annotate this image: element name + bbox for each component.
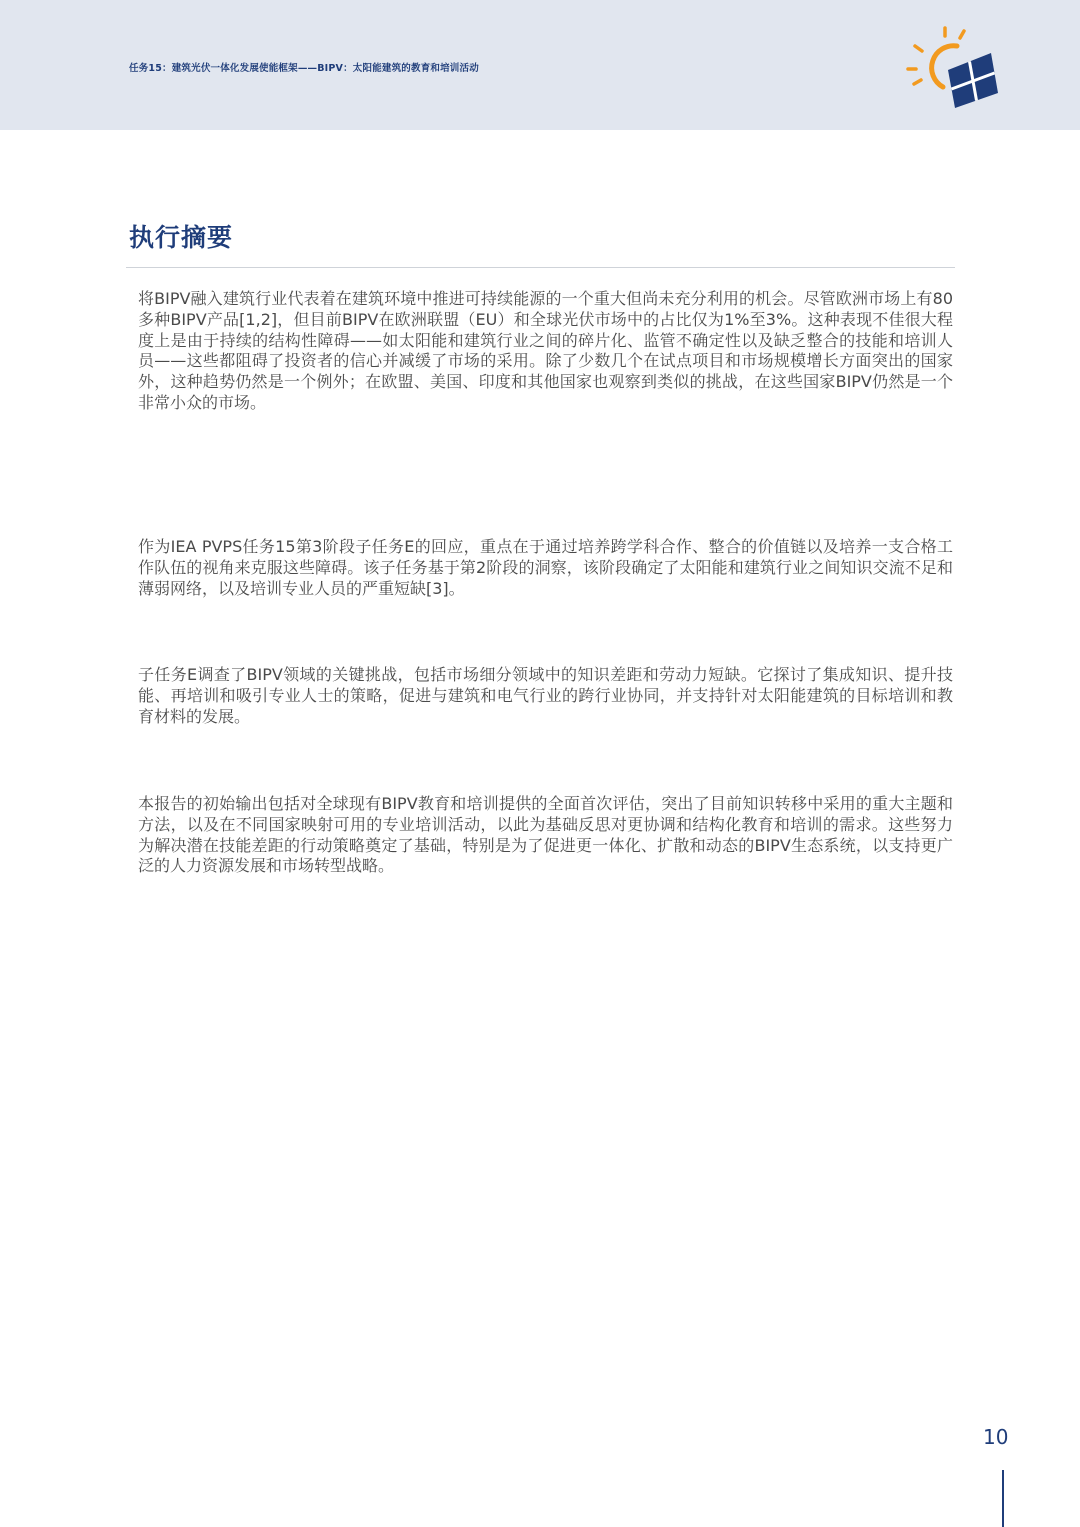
running-header-title: 任务15：建筑光伏一体化发展使能框架——BIPV：太阳能建筑的教育和培训活动 [129,63,479,74]
sun-solar-panel-logo-icon [905,22,1005,114]
summary-paragraph: 子任务E调查了BIPV领域的关键挑战，包括市场细分领域中的知识差距和劳动力短缺。它探讨了集成知识、提升技能、再培训和吸引专业人士的策略，促进与建筑和电气行业的跨行业协同，并支持针对太阳能建筑的目标培训和教育材料的发展。 [138,665,953,726]
header-band [0,0,1080,130]
summary-paragraph: 本报告的初始输出包括对全球现有BIPV教育和培训提供的全面首次评估，突出了目前知识转移中采用的重大主题和方法，以及在不同国家映射可用的专业培训活动，以此为基础反思对更协调和结构化教育和培训的需求。这些努力为解决潜在技能差距的行动策略奠定了基础，特别是为了促进更一体化、扩散和动态的BIPV生态系统，以支持更广泛的人力资源发展和市场转型战略。 [138,794,953,876]
page-number: 10 [983,1425,1009,1449]
page-number-rule [1002,1470,1004,1527]
summary-paragraph: 将BIPV融入建筑行业代表着在建筑环境中推进可持续能源的一个重大但尚未充分利用的机会。尽管欧洲市场上有80多种BIPV产品[1,2]，但目前BIPV在欧洲联盟（EU）和全球光伏市场中的占比仅为1%至3%。这种表现不佳很大程度上是由于持续的结构性障碍——如太阳能和建筑行业之间的碎片化、监管不确定性以及缺乏整合的技能和培训人员——这些都阻碍了投资者的信心并减缓了市场的采用。除了少数几个在试点项目和市场规模增长方面突出的国家外，这种趋势仍然是一个例外；在欧盟、美国、印度和其他国家也观察到类似的挑战，在这些国家BIPV仍然是一个非常小众的市场。 [138,289,953,412]
section-title: 执行摘要 [129,223,234,252]
section-divider [126,267,955,268]
summary-paragraph: 作为IEA PVPS任务15第3阶段子任务E的回应，重点在于通过培养跨学科合作、整合的价值链以及培养一支合格工作队伍的视角来克服这些障碍。该子任务基于第2阶段的洞察，该阶段确定了太阳能和建筑行业之间知识交流不足和薄弱网络，以及培训专业人员的严重短缺[3]。 [138,537,953,598]
